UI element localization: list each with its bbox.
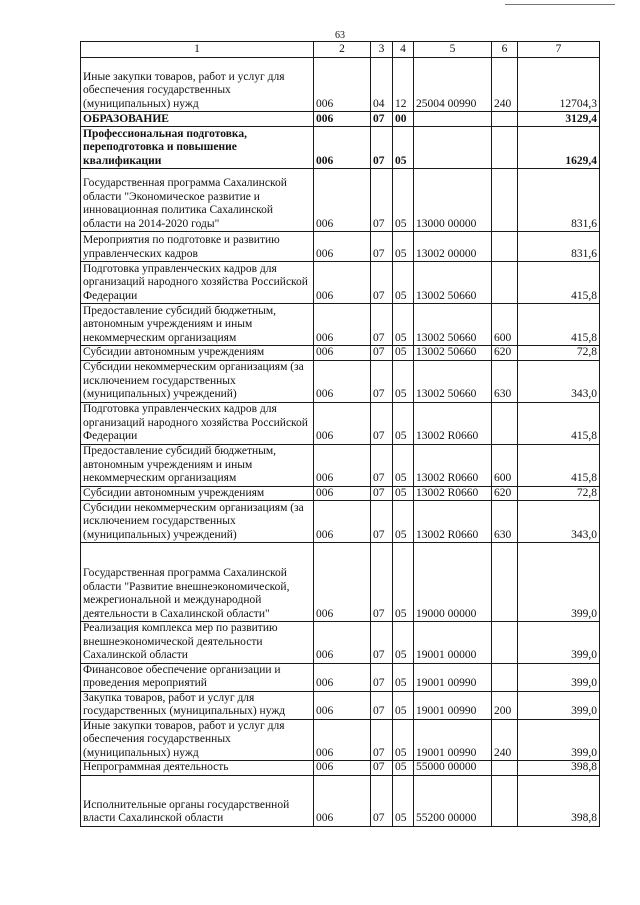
expense-type-cell: 600 (492, 444, 518, 486)
ministry-code-cell: 006 (314, 486, 371, 501)
amount-cell: 399,0 (518, 719, 600, 761)
amount-cell: 398,8 (518, 761, 600, 776)
name-cell: Субсидии автономным учреждениям (81, 486, 314, 501)
table-row (81, 663, 600, 691)
table-row (81, 360, 600, 402)
section-code-cell: 07 (371, 169, 393, 232)
column-header: 3 (371, 42, 393, 58)
section-code-cell: 07 (371, 304, 393, 346)
amount-cell: 72,8 (518, 346, 600, 361)
section-code-cell: 07 (371, 402, 393, 444)
target-item-cell: 19000 00000 (414, 543, 492, 622)
budget-table (80, 41, 600, 827)
section-code-cell: 07 (371, 761, 393, 776)
subsection-code-cell: 05 (393, 719, 414, 761)
subsection-code-cell: 05 (393, 346, 414, 361)
name-cell: Государственная программа Сахалинской области "Экономическое развитие и инновационная политика Сахалинской области на 2014-2020 годы" (81, 169, 314, 232)
expense-type-cell (492, 262, 518, 304)
section-code-cell: 07 (371, 112, 393, 127)
section-code-cell: 07 (371, 719, 393, 761)
amount-cell: 399,0 (518, 663, 600, 691)
column-number-row (81, 42, 600, 58)
table-row (81, 346, 600, 361)
expense-type-cell: 630 (492, 360, 518, 402)
amount-cell: 12704,3 (518, 58, 600, 112)
table-row (81, 262, 600, 304)
amount-cell: 831,6 (518, 232, 600, 262)
section-code-cell: 07 (371, 262, 393, 304)
column-header: 1 (81, 42, 314, 58)
column-header: 6 (492, 42, 518, 58)
target-item-cell: 13002 50660 (414, 304, 492, 346)
section-code-cell: 07 (371, 346, 393, 361)
section-code-cell: 07 (371, 663, 393, 691)
name-cell: ОБРАЗОВАНИЕ (81, 112, 314, 127)
name-cell: Предоставление субсидий бюджетным, автономным учреждениям и иным некоммерческим организациям (81, 304, 314, 346)
ministry-code-cell: 006 (314, 501, 371, 543)
amount-cell: 415,8 (518, 304, 600, 346)
name-cell: Иные закупки товаров, работ и услуг для обеспечения государственных (муниципальных) нужд (81, 58, 314, 112)
target-item-cell: 13002 00000 (414, 232, 492, 262)
table-row (81, 127, 600, 169)
amount-cell: 831,6 (518, 169, 600, 232)
amount-cell: 399,0 (518, 622, 600, 664)
section-code-cell: 07 (371, 501, 393, 543)
ministry-code-cell: 006 (314, 360, 371, 402)
subsection-code-cell: 05 (393, 402, 414, 444)
expense-type-cell (492, 761, 518, 776)
top-rule (505, 4, 615, 5)
name-cell: Предоставление субсидий бюджетным, автономным учреждениям и иным некоммерческим организациям (81, 444, 314, 486)
expense-type-cell (492, 127, 518, 169)
name-cell: Финансовое обеспечение организации и проведения мероприятий (81, 663, 314, 691)
ministry-code-cell: 006 (314, 112, 371, 127)
table-row (81, 622, 600, 664)
expense-type-cell: 600 (492, 304, 518, 346)
table-row (81, 691, 600, 719)
table-row (81, 232, 600, 262)
ministry-code-cell: 006 (314, 402, 371, 444)
subsection-code-cell: 05 (393, 232, 414, 262)
amount-cell: 1629,4 (518, 127, 600, 169)
amount-cell: 415,8 (518, 444, 600, 486)
expense-type-cell (492, 663, 518, 691)
subsection-code-cell: 05 (393, 262, 414, 304)
subsection-code-cell: 05 (393, 304, 414, 346)
ministry-code-cell: 006 (314, 169, 371, 232)
amount-cell: 415,8 (518, 262, 600, 304)
target-item-cell: 13002 50660 (414, 262, 492, 304)
expense-type-cell (492, 402, 518, 444)
target-item-cell: 19001 00990 (414, 663, 492, 691)
subsection-code-cell: 05 (393, 486, 414, 501)
ministry-code-cell: 006 (314, 719, 371, 761)
column-header: 2 (314, 42, 371, 58)
ministry-code-cell: 006 (314, 444, 371, 486)
table-row (81, 444, 600, 486)
target-item-cell: 13002 R0660 (414, 444, 492, 486)
column-header: 5 (414, 42, 492, 58)
table-row (81, 761, 600, 776)
ministry-code-cell: 006 (314, 761, 371, 776)
target-item-cell: 13002 50660 (414, 360, 492, 402)
name-cell: Иные закупки товаров, работ и услуг для обеспечения государственных (муниципальных) нужд (81, 719, 314, 761)
section-code-cell: 07 (371, 360, 393, 402)
target-item-cell: 13002 R0660 (414, 402, 492, 444)
expense-type-cell (492, 112, 518, 127)
subsection-code-cell: 05 (393, 663, 414, 691)
ministry-code-cell: 006 (314, 543, 371, 622)
table-row (81, 501, 600, 543)
name-cell: Исполнительные органы государственной власти Сахалинской области (81, 775, 314, 826)
ministry-code-cell: 006 (314, 127, 371, 169)
section-code-cell: 07 (371, 232, 393, 262)
section-code-cell: 07 (371, 775, 393, 826)
expense-type-cell: 630 (492, 501, 518, 543)
page-number: 63 (335, 30, 345, 41)
subsection-code-cell: 12 (393, 58, 414, 112)
target-item-cell: 13002 R0660 (414, 486, 492, 501)
table-row (81, 402, 600, 444)
name-cell: Субсидии некоммерческим организациям (за исключением государственных (муниципальных) учреждений) (81, 360, 314, 402)
target-item-cell: 55000 00000 (414, 761, 492, 776)
amount-cell: 415,8 (518, 402, 600, 444)
amount-cell: 343,0 (518, 501, 600, 543)
target-item-cell: 19001 00000 (414, 622, 492, 664)
name-cell: Субсидии автономным учреждениям (81, 346, 314, 361)
table-row (81, 169, 600, 232)
table-row (81, 486, 600, 501)
ministry-code-cell: 006 (314, 663, 371, 691)
table-row (81, 112, 600, 127)
name-cell: Профессиональная подготовка, переподготовка и повышение квалификации (81, 127, 314, 169)
subsection-code-cell: 00 (393, 112, 414, 127)
expense-type-cell (492, 232, 518, 262)
name-cell: Непрограммная деятельность (81, 761, 314, 776)
amount-cell: 399,0 (518, 543, 600, 622)
subsection-code-cell: 05 (393, 543, 414, 622)
target-item-cell: 25004 00990 (414, 58, 492, 112)
target-item-cell: 13002 R0660 (414, 501, 492, 543)
target-item-cell: 19001 00990 (414, 719, 492, 761)
subsection-code-cell: 05 (393, 169, 414, 232)
name-cell: Субсидии некоммерческим организациям (за исключением государственных (муниципальных) учреждений) (81, 501, 314, 543)
column-header: 4 (393, 42, 414, 58)
target-item-cell: 19001 00990 (414, 691, 492, 719)
table-row (81, 719, 600, 761)
column-header: 7 (518, 42, 600, 58)
name-cell: Мероприятия по подготовке и развитию управленческих кадров (81, 232, 314, 262)
name-cell: Реализация комплекса мер по развитию внешнеэкономической деятельности Сахалинской области (81, 622, 314, 664)
expense-type-cell: 240 (492, 719, 518, 761)
table-row (81, 543, 600, 622)
amount-cell: 343,0 (518, 360, 600, 402)
expense-type-cell (492, 169, 518, 232)
ministry-code-cell: 006 (314, 775, 371, 826)
name-cell: Подготовка управленческих кадров для организаций народного хозяйства Российской Федерации (81, 262, 314, 304)
target-item-cell: 13002 50660 (414, 346, 492, 361)
subsection-code-cell: 05 (393, 360, 414, 402)
name-cell: Закупка товаров, работ и услуг для государственных (муниципальных) нужд (81, 691, 314, 719)
section-code-cell: 07 (371, 444, 393, 486)
ministry-code-cell: 006 (314, 232, 371, 262)
subsection-code-cell: 05 (393, 761, 414, 776)
subsection-code-cell: 05 (393, 444, 414, 486)
target-item-cell (414, 112, 492, 127)
ministry-code-cell: 006 (314, 304, 371, 346)
section-code-cell: 07 (371, 691, 393, 719)
ministry-code-cell: 006 (314, 622, 371, 664)
expense-type-cell (492, 543, 518, 622)
expense-type-cell: 620 (492, 346, 518, 361)
name-cell: Государственная программа Сахалинской области "Развитие внешнеэкономической, межрегиональной и международной деятельности в Сахалинской области" (81, 543, 314, 622)
subsection-code-cell: 05 (393, 775, 414, 826)
subsection-code-cell: 05 (393, 501, 414, 543)
target-item-cell (414, 127, 492, 169)
amount-cell: 3129,4 (518, 112, 600, 127)
ministry-code-cell: 006 (314, 262, 371, 304)
section-code-cell: 07 (371, 622, 393, 664)
section-code-cell: 07 (371, 486, 393, 501)
name-cell: Подготовка управленческих кадров для организаций народного хозяйства Российской Федерации (81, 402, 314, 444)
ministry-code-cell: 006 (314, 346, 371, 361)
target-item-cell: 13000 00000 (414, 169, 492, 232)
amount-cell: 72,8 (518, 486, 600, 501)
ministry-code-cell: 006 (314, 58, 371, 112)
amount-cell: 399,0 (518, 691, 600, 719)
section-code-cell: 04 (371, 58, 393, 112)
expense-type-cell (492, 622, 518, 664)
subsection-code-cell: 05 (393, 691, 414, 719)
section-code-cell: 07 (371, 543, 393, 622)
expense-type-cell: 200 (492, 691, 518, 719)
amount-cell: 398,8 (518, 775, 600, 826)
expense-type-cell (492, 775, 518, 826)
table-row (81, 58, 600, 112)
ministry-code-cell: 006 (314, 691, 371, 719)
section-code-cell: 07 (371, 127, 393, 169)
target-item-cell: 55200 00000 (414, 775, 492, 826)
table-row (81, 304, 600, 346)
subsection-code-cell: 05 (393, 127, 414, 169)
table-row (81, 775, 600, 826)
expense-type-cell: 620 (492, 486, 518, 501)
subsection-code-cell: 05 (393, 622, 414, 664)
expense-type-cell: 240 (492, 58, 518, 112)
